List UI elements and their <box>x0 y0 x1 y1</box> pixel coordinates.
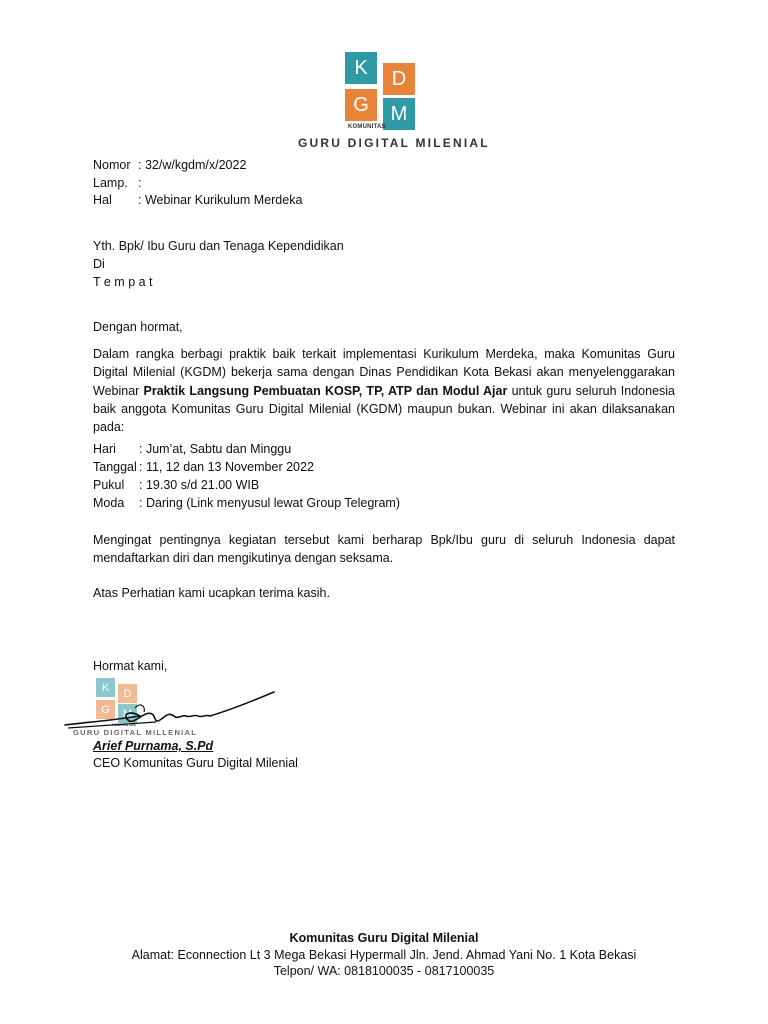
nomor-label: Nomor <box>93 158 131 172</box>
stamp-small-text: KOMUNITAS <box>112 722 136 727</box>
stamp-tile-k: K <box>96 678 115 697</box>
recipient-tempat: T e m p a t <box>93 275 153 289</box>
body-p1-text-b: untuk guru seluruh Indonesia baik anggota Komunitas Guru Digital Milenial (KGDM) maupun bukan. Webinar ini akan dilaksanakan pada: <box>93 383 675 435</box>
stamp-name: GURU DIGITAL MILLENIAL <box>73 728 198 737</box>
schedule-value-hari: : Jum’at, Sabtu dan Minggu <box>139 442 292 456</box>
footer-org: Komunitas Guru Digital Milenial <box>289 931 479 945</box>
kgdm-logo <box>295 48 490 153</box>
schedule-label-pukul: Pukul <box>93 478 125 492</box>
schedule-label-tanggal: Tanggal <box>93 460 137 474</box>
hal-label: Hal <box>93 193 112 207</box>
stamp-tile-g: G <box>96 700 115 719</box>
greeting: Dengan hormat, <box>93 320 183 334</box>
logo-tile-d: D <box>383 63 415 95</box>
footer-phone: Telpon/ WA: 0818100035 - 0817100035 <box>273 964 495 978</box>
schedule-label-hari: Hari <box>93 442 116 456</box>
signer-name: Arief Purnama, S.Pd <box>93 739 214 753</box>
logo-name: GURU DIGITAL MILENIAL <box>298 136 490 150</box>
lamp-value: : <box>138 176 142 190</box>
recipient-line: Yth. Bpk/ Ibu Guru dan Tenaga Kependidikan <box>93 239 344 253</box>
footer-address: Alamat: Econnection Lt 3 Mega Bekasi Hypermall Jln. Jend. Ahmad Yani No. 1 Kota Bekasi <box>131 948 637 962</box>
schedule-label-moda: Moda <box>93 496 125 510</box>
body-p1-bold: Praktik Langsung Pembuatan KOSP, TP, ATP dan Modul Ajar <box>143 383 508 398</box>
schedule-value-pukul: : 19.30 s/d 21.00 WIB <box>139 478 260 492</box>
stamp-tile-m: M <box>118 704 137 723</box>
recipient-di: Di <box>93 257 105 271</box>
body-p1-text-a: Dalam rangka berbagi praktik baik terkait implementasi Kurikulum Merdeka, maka Komunitas Guru Digital Milenial (KGDM) bekerja sama dengan Dinas Pendidikan Kota Bekasi akan menyelenggarakan Webinar <box>93 347 675 398</box>
nomor-value: : 32/w/kgdm/x/2022 <box>138 158 247 172</box>
schedule-value-moda: : Daring (Link menyusul lewat Group Telegram) <box>139 496 400 510</box>
logo-tile-m: M <box>383 98 415 130</box>
signature-scribble <box>60 680 280 740</box>
body-paragraph-3: Atas Perhatian kami ucapkan terima kasih. <box>93 586 330 600</box>
stamp-tile-d: D <box>118 684 137 703</box>
logo-tile-k: K <box>345 52 377 84</box>
hal-value: : Webinar Kurikulum Merdeka <box>138 193 303 207</box>
lamp-label: Lamp. <box>93 176 128 190</box>
signer-title: CEO Komunitas Guru Digital Milenial <box>93 756 298 770</box>
logo-tile-g: G <box>345 89 377 121</box>
schedule-value-tanggal: : 11, 12 dan 13 November 2022 <box>139 460 314 474</box>
body-paragraph-1 <box>93 345 675 436</box>
closing: Hormat kami, <box>93 659 168 673</box>
body-paragraph-2: Mengingat pentingnya kegiatan tersebut kami berharap Bpk/Ibu guru di seluruh Indonesia dapat mendaftarkan diri dan mengikutinya dengan seksama. <box>93 533 675 566</box>
logo-small-text: KOMUNITAS <box>348 124 386 130</box>
